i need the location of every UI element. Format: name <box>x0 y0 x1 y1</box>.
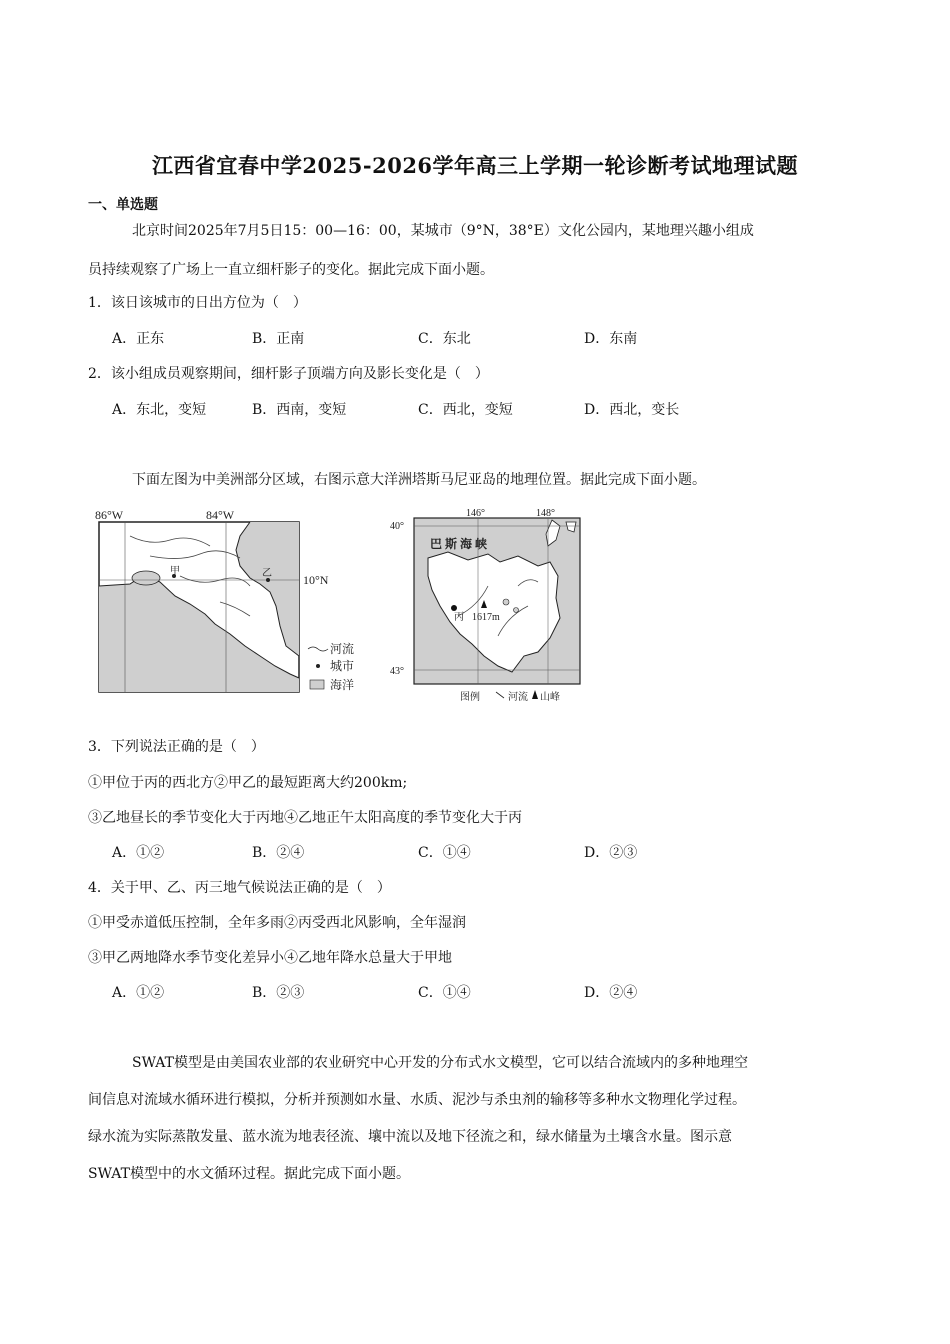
place-bing: 丙 <box>454 612 464 623</box>
bass-strait-label: 巴 斯 海 峡 <box>430 537 488 551</box>
q2-option-c: C．西北，变短 <box>418 402 513 418</box>
legend-peak: 山峰 <box>540 692 560 703</box>
q1-stem: 1．该日该城市的日出方位为（ ） <box>88 295 307 311</box>
intro2: 下面左图为中美洲部分区域，右图示意大洋洲塔斯马尼亚岛的地理位置。据此完成下面小题。 <box>132 472 706 488</box>
section-heading: 一、单选题 <box>88 197 158 213</box>
peak-elevation: 1617m <box>472 612 500 623</box>
q3-option-b: B．②④ <box>252 845 305 861</box>
q4-option-a: A．①② <box>112 985 165 1001</box>
lon-84w-label: 84°W <box>206 508 235 522</box>
q1-option-d: D．东南 <box>584 331 638 347</box>
central-america-map <box>90 506 362 696</box>
legend-city-label: 城市 <box>330 659 355 673</box>
legend-ocean-label: 海洋 <box>330 678 355 692</box>
q4-line2: ③甲乙两地降水季节变化差异小④乙地年降水总量大于甲地 <box>88 950 452 966</box>
q1-option-c: C．东北 <box>418 331 471 347</box>
intro3-line2: 间信息对流域水循环进行模拟，分析并预测如水量、水质、泥沙与杀虫剂的输移等多种水文物理化学过程。 <box>88 1092 746 1108</box>
lat-43-label: 43° <box>390 666 404 677</box>
q2-stem: 2．该小组成员观察期间，细杆影子顶端方向及影长变化是（ ） <box>88 366 489 382</box>
q3-option-d: D．②③ <box>584 845 638 861</box>
q3-line2: ③乙地昼长的季节变化大于丙地④乙地正午太阳高度的季节变化大于丙 <box>88 810 522 826</box>
q4-stem: 4．关于甲、乙、丙三地气候说法正确的是（ ） <box>88 880 391 896</box>
q1-option-b: B．正南 <box>252 331 305 347</box>
q3-stem: 3．下列说法正确的是（ ） <box>88 739 265 755</box>
legend-river-label: 河流 <box>330 642 355 656</box>
q4-option-b: B．②③ <box>252 985 305 1001</box>
intro1-line2: 员持续观察了广场上一直立细杆影子的变化。据此完成下面小题。 <box>88 262 494 278</box>
lon-148-label: 148° <box>536 508 555 519</box>
place-yi: 乙 <box>262 568 272 579</box>
lat-40-label: 40° <box>390 521 404 532</box>
q3-line1: ①甲位于丙的西北方②甲乙的最短距离大约200km; <box>88 775 408 791</box>
lat-10n-label: 10°N <box>303 573 329 587</box>
intro3-line1: SWAT模型是由美国农业部的农业研究中心开发的分布式水文模型，它可以结合流域内的多种地理空 <box>132 1055 748 1071</box>
lon-146-label: 146° <box>466 508 485 519</box>
q2-option-a: A．东北，变短 <box>112 402 207 418</box>
place-jia: 甲 <box>170 566 180 577</box>
q4-option-d: D．②④ <box>584 985 638 1001</box>
q1-option-a: A．正东 <box>112 331 165 347</box>
lon-86w-label: 86°W <box>95 508 124 522</box>
q3-option-a: A．①② <box>112 845 165 861</box>
legend-river: 河流 <box>508 692 528 703</box>
q3-option-c: C．①④ <box>418 845 471 861</box>
legend-title: 图例 <box>460 692 480 703</box>
tasmania-map <box>388 506 588 706</box>
q4-line1: ①甲受赤道低压控制，全年多雨②丙受西北风影响，全年湿润 <box>88 915 466 931</box>
intro1-line1: 北京时间2025年7月5日15：00—16：00，某城市（9°N，38°E）文化公园内，某地理兴趣小组成 <box>132 223 754 239</box>
q4-option-c: C．①④ <box>418 985 471 1001</box>
page-title: 江西省宜春中学2025-2026学年高三上学期一轮诊断考试地理试题 <box>151 153 799 178</box>
intro3-line3: 绿水流为实际蒸散发量、蓝水流为地表径流、壤中流以及地下径流之和，绿水储量为土壤含水量。图示意 <box>88 1129 732 1145</box>
q2-option-d: D．西北，变长 <box>584 402 680 418</box>
intro3-line4: SWAT模型中的水文循环过程。据此完成下面小题。 <box>88 1166 410 1182</box>
q2-option-b: B．西南，变短 <box>252 402 347 418</box>
